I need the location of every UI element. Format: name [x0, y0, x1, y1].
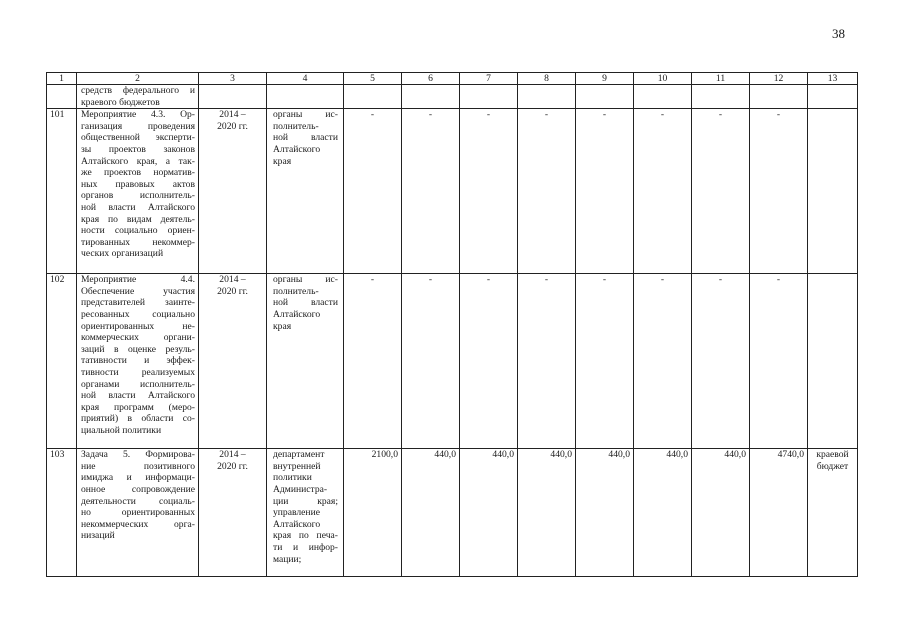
- column-number: 10: [634, 73, 692, 85]
- column-number: 13: [808, 73, 858, 85]
- funding-value: -: [402, 109, 460, 274]
- text-line: органы ис-: [273, 109, 338, 121]
- funding-value: -: [576, 109, 634, 274]
- text-line: политики: [273, 472, 312, 484]
- row-number: 102: [47, 274, 77, 449]
- text-line: Администра-: [273, 483, 328, 495]
- text-line: органами исполнитель-: [81, 378, 195, 390]
- implementation-period: [199, 274, 267, 449]
- text-line: представителей заинте-: [81, 297, 195, 309]
- funding-value: 440,0: [518, 449, 576, 577]
- funding-value: 2100,0: [344, 449, 402, 577]
- column-number: 8: [518, 73, 576, 85]
- text-line: 2020 гг.: [217, 285, 248, 297]
- row-number: 101: [47, 109, 77, 274]
- text-line: края: [273, 320, 292, 332]
- text-line: приятий) в области со-: [81, 413, 195, 425]
- text-line: ганизация проведения: [81, 120, 195, 132]
- column-number: 5: [344, 73, 402, 85]
- funding-value: -: [518, 109, 576, 274]
- text-line: некоммерческих орга-: [81, 518, 195, 530]
- text-line: Мероприятие 4.4.: [81, 274, 195, 286]
- continuation-row: [47, 85, 858, 109]
- funding-value: 440,0: [402, 449, 460, 577]
- funding-value: -: [692, 109, 750, 274]
- text-line: 2014 –: [219, 274, 246, 286]
- text-line: Обеспечение участия: [81, 285, 195, 297]
- text-line: краевой: [816, 449, 849, 461]
- text-line: Алтайского: [273, 308, 321, 320]
- funding-source: [808, 449, 858, 577]
- column-number: 7: [460, 73, 518, 85]
- text-line: края по печа-: [273, 530, 338, 542]
- text-line: общественной эксперти-: [81, 132, 195, 144]
- responsible-executor: [267, 274, 344, 449]
- column-number: 2: [77, 73, 199, 85]
- text-line: края программ (меро-: [81, 401, 195, 413]
- text-line: управление: [273, 507, 320, 519]
- text-line: ной власти: [273, 132, 338, 144]
- funding-source: [808, 274, 858, 449]
- text-line: деятельности социаль-: [81, 495, 195, 507]
- funding-value: 440,0: [576, 449, 634, 577]
- funding-value: -: [576, 274, 634, 449]
- implementation-period: [199, 449, 267, 577]
- text-line: 2020 гг.: [217, 120, 248, 132]
- text-line: края по видам деятель-: [81, 213, 195, 225]
- column-number: 1: [47, 73, 77, 85]
- funding-value: -: [518, 274, 576, 449]
- text-line: 2020 гг.: [217, 460, 248, 472]
- text-line: ных правовых актов: [81, 178, 195, 190]
- row-number: 103: [47, 449, 77, 577]
- text-line: Алтайского: [273, 518, 321, 530]
- funding-value: -: [692, 274, 750, 449]
- funding-value: -: [344, 274, 402, 449]
- text-line: средств федерального и: [81, 85, 195, 96]
- text-line: ориентированных не-: [81, 320, 195, 332]
- funding-value: -: [460, 274, 518, 449]
- funding-value: 440,0: [460, 449, 518, 577]
- text-line: ресованных социально: [81, 308, 195, 320]
- text-line: органов исполнитель-: [81, 190, 195, 202]
- responsible-executor: [267, 109, 344, 274]
- column-number: 9: [576, 73, 634, 85]
- text-line: 2014 –: [219, 449, 246, 461]
- page-number: 38: [832, 26, 845, 41]
- column-number: 11: [692, 73, 750, 85]
- text-line: краевого бюджетов: [81, 96, 160, 108]
- funding-value: 440,0: [692, 449, 750, 577]
- text-line: ной власти: [273, 297, 338, 309]
- text-line: края: [273, 155, 292, 167]
- funding-value: 4740,0: [750, 449, 808, 577]
- text-line: полнитель-: [273, 285, 319, 297]
- text-line: тированных некоммер-: [81, 236, 195, 248]
- text-line: полнитель-: [273, 120, 319, 132]
- text-line: внутренней: [273, 460, 321, 472]
- activity-description: [77, 274, 199, 449]
- column-number: 3: [199, 73, 267, 85]
- text-line: тативности и эффек-: [81, 355, 195, 367]
- text-line: органы ис-: [273, 274, 338, 286]
- text-line: зы проектов законов: [81, 143, 195, 155]
- funding-source: [808, 109, 858, 274]
- activity-description: [77, 449, 199, 577]
- funding-value: 440,0: [634, 449, 692, 577]
- column-number: 6: [402, 73, 460, 85]
- table-row: [47, 109, 858, 274]
- text-line: ческих организаций: [81, 248, 164, 260]
- text-line: ной власти Алтайского: [81, 390, 195, 402]
- responsible-executor: [267, 449, 344, 577]
- text-line: Задача 5. Формирова-: [81, 449, 195, 461]
- text-line: ции края;: [273, 495, 338, 507]
- text-line: имиджа и информаци-: [81, 472, 195, 484]
- text-line: мации;: [273, 553, 302, 565]
- text-line: циальной политики: [81, 424, 162, 436]
- text-line: тивности реализуемых: [81, 366, 195, 378]
- text-line: заций в оценке резуль-: [81, 343, 195, 355]
- continuation-description: [77, 85, 199, 109]
- text-line: 2014 –: [219, 109, 246, 121]
- activity-description: [77, 109, 199, 274]
- text-line: Мероприятие 4.3. Ор-: [81, 109, 195, 121]
- text-line: же проектов норматив-: [81, 167, 195, 179]
- text-line: Алтайского края, а так-: [81, 155, 195, 167]
- text-line: бюджет: [816, 460, 849, 472]
- funding-value: -: [344, 109, 402, 274]
- text-line: ной власти Алтайского: [81, 201, 195, 213]
- column-number: 4: [267, 73, 344, 85]
- table-row: [47, 274, 858, 449]
- text-line: ти и инфор-: [273, 541, 338, 553]
- text-line: онное сопровождение: [81, 483, 195, 495]
- text-line: ности социально ориен-: [81, 225, 195, 237]
- text-line: коммерческих органи-: [81, 332, 195, 344]
- text-line: департамент: [273, 449, 325, 461]
- funding-value: -: [460, 109, 518, 274]
- text-line: Алтайского: [273, 143, 321, 155]
- funding-value: -: [750, 274, 808, 449]
- text-line: низаций: [81, 530, 115, 542]
- funding-value: -: [750, 109, 808, 274]
- table-row: [47, 449, 858, 577]
- funding-value: -: [634, 274, 692, 449]
- column-number: 12: [750, 73, 808, 85]
- text-line: но ориентированных: [81, 507, 195, 519]
- column-number-row: [47, 73, 858, 85]
- funding-value: -: [402, 274, 460, 449]
- text-line: ние позитивного: [81, 460, 195, 472]
- program-table: [46, 72, 858, 577]
- funding-value: -: [634, 109, 692, 274]
- implementation-period: [199, 109, 267, 274]
